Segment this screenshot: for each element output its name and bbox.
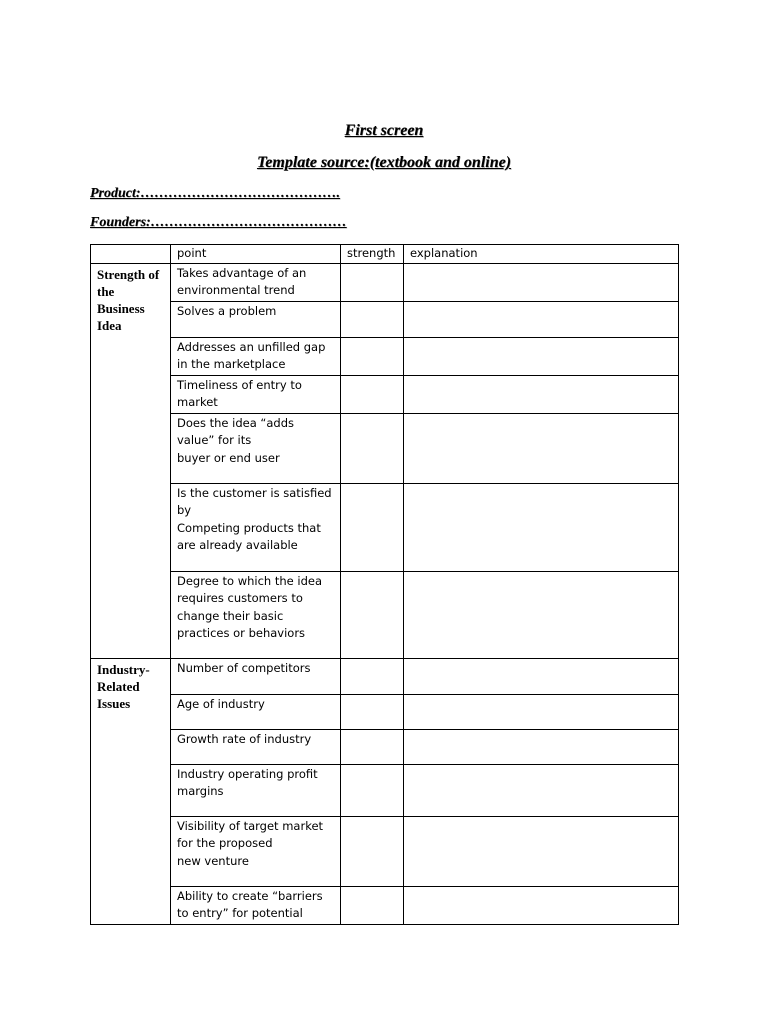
strength-cell[interactable] [341, 694, 404, 729]
founders-field[interactable]: Founders:…………………………………… [90, 215, 347, 230]
header-category-cell [91, 245, 171, 264]
explanation-cell[interactable] [404, 694, 679, 729]
header-explanation: explanation [404, 245, 679, 264]
point-cell: Degree to which the idea requires customers to change their basic practices or behaviors [171, 571, 341, 658]
strength-cell[interactable] [341, 816, 404, 886]
point-cell: Ability to create “barriers to entry” for potential [171, 886, 341, 924]
strength-cell[interactable] [341, 764, 404, 816]
explanation-cell[interactable] [404, 375, 679, 413]
strength-cell[interactable] [341, 886, 404, 924]
page-title: First screen [344, 122, 424, 139]
table-row [91, 337, 679, 375]
explanation-cell[interactable] [404, 886, 679, 924]
strength-cell[interactable] [341, 263, 404, 301]
point-cell: Timeliness of entry to market [171, 375, 341, 413]
table-row [91, 301, 679, 337]
table-row [91, 816, 679, 886]
explanation-cell[interactable] [404, 413, 679, 483]
point-cell: Age of industry [171, 694, 341, 729]
strength-cell[interactable] [341, 658, 404, 694]
table-row [91, 263, 679, 301]
category-strength-of-business-idea: Strength of the Business Idea [91, 263, 171, 658]
strength-cell[interactable] [341, 729, 404, 764]
explanation-cell[interactable] [404, 816, 679, 886]
explanation-cell[interactable] [404, 764, 679, 816]
explanation-cell[interactable] [404, 729, 679, 764]
explanation-cell[interactable] [404, 301, 679, 337]
evaluation-table [90, 244, 679, 925]
table-row [91, 658, 679, 694]
point-cell: Takes advantage of an environmental trend [171, 263, 341, 301]
strength-cell[interactable] [341, 571, 404, 658]
page-subtitle: Template source:(textbook and online) [256, 154, 512, 171]
explanation-cell[interactable] [404, 263, 679, 301]
table-row [91, 483, 679, 571]
table-row [91, 729, 679, 764]
table-row [91, 694, 679, 729]
table-row [91, 886, 679, 924]
product-field[interactable]: Product:……………………………………. [90, 186, 341, 201]
explanation-cell[interactable] [404, 658, 679, 694]
point-cell: Number of competitors [171, 658, 341, 694]
explanation-cell[interactable] [404, 483, 679, 571]
explanation-cell[interactable] [404, 337, 679, 375]
strength-cell[interactable] [341, 301, 404, 337]
strength-cell[interactable] [341, 375, 404, 413]
point-cell: Growth rate of industry [171, 729, 341, 764]
strength-cell[interactable] [341, 483, 404, 571]
header-point: point [171, 245, 341, 264]
point-cell: Solves a problem [171, 301, 341, 337]
explanation-cell[interactable] [404, 571, 679, 658]
header-strength: strength [341, 245, 404, 264]
table-row [91, 375, 679, 413]
point-cell: Addresses an unfilled gap in the marketplace [171, 337, 341, 375]
table-row [91, 413, 679, 483]
category-industry-related-issues: Industry-Related Issues [91, 658, 171, 924]
strength-cell[interactable] [341, 337, 404, 375]
table-header-row [91, 245, 679, 264]
strength-cell[interactable] [341, 413, 404, 483]
point-cell: Does the idea “adds value” for its buyer or end user [171, 413, 341, 483]
point-cell: Is the customer is satisfied by Competing products that are already available [171, 483, 341, 571]
point-cell: Industry operating profit margins [171, 764, 341, 816]
point-cell: Visibility of target market for the proposed new venture [171, 816, 341, 886]
table-row [91, 764, 679, 816]
table-row [91, 571, 679, 658]
